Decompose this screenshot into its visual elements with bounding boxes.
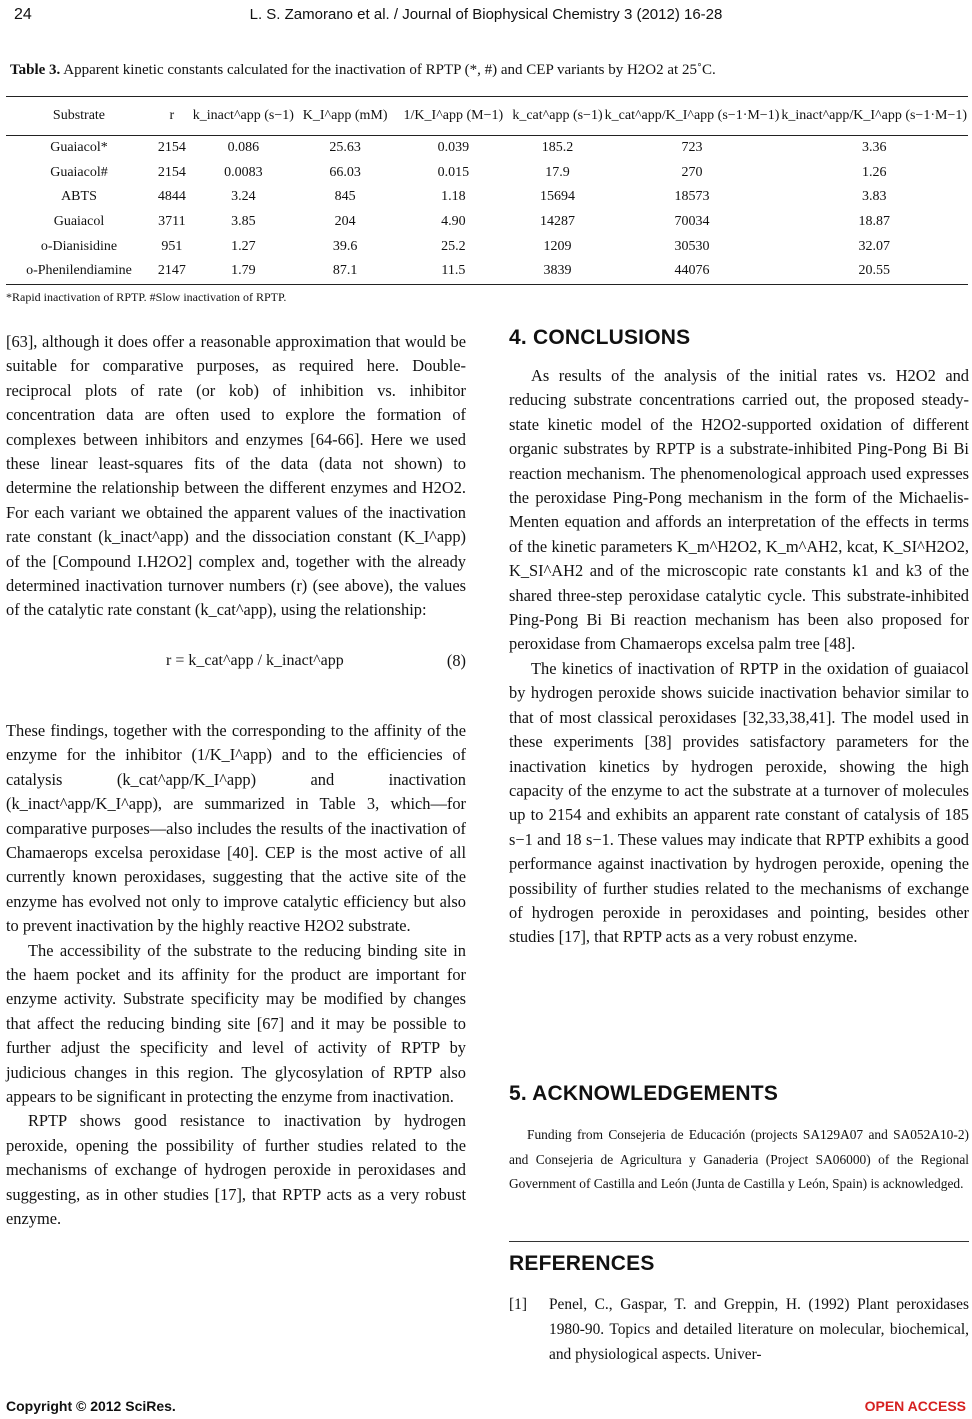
table-cell: 0.015 [437, 164, 470, 180]
table-cell: 0.0083 [224, 164, 263, 180]
table-cell: 25.63 [329, 140, 361, 156]
table-cell: 66.03 [329, 164, 361, 180]
table-cell: 4844 [157, 189, 186, 205]
column-header: K_I^app (mM) [295, 97, 395, 136]
table-cell: 87.1 [295, 259, 395, 284]
table-cell: 20.55 [780, 259, 968, 284]
table-cell: 723 [681, 140, 703, 156]
table-caption-text: Apparent kinetic constants calculated for the inactivation of RPTP (*, #) and CEP variants by H2O2 at 25˚C. [63, 62, 716, 78]
table-cell: 1209 [543, 238, 572, 254]
table-cell: 951 [161, 238, 183, 254]
table-cell: 2147 [152, 259, 192, 284]
table-cell: 70034 [674, 214, 710, 230]
table-cell: 0.086 [227, 140, 260, 156]
table-cell: 204 [334, 214, 356, 230]
table-header-row [6, 97, 968, 136]
table-cell: 25.2 [441, 238, 466, 254]
column-header: r [152, 97, 192, 136]
table-footnote: *Rapid inactivation of RPTP. #Slow inactivation of RPTP. [6, 290, 287, 304]
column-header: k_cat^app (s−1) [511, 97, 603, 136]
page-number: 24 [14, 6, 32, 23]
equation-number: (8) [446, 650, 466, 670]
kinetic-constants-table [6, 96, 968, 285]
left-column [6, 330, 466, 1231]
equation: r = k_cat^app / k_inact^app [166, 651, 344, 669]
paragraph: The kinetics of inactivation of RPTP in the oxidation of guaiacol by hydrogen peroxide shows suicide inactivation behavior similar to that of most classical peroxidases [32,33,38,41]. The model used in these experiments [38] provides satisfactory parameters for the inactivation kinetics by hydrogen peroxide, showing the high capacity of the enzyme to act the substrate at a turnover of molecules up to 2154 and exhibits an apparent rate constant of catalysis of 185 s−1 and 18 s−1. These values may indicate that RPTP exhibits a good performance against inactivation by hydrogen peroxide, opening the possibility of further studies related to the mechanisms of exchange of hydrogen peroxide in peroxidases and pointing, besides other studies [17], that RPTP acts as a very robust enzyme. [509, 658, 969, 947]
reference-number: [1] [509, 1296, 527, 1313]
table-cell: 185.2 [541, 140, 574, 156]
paragraph: [63], although it does offer a reasonable approximation that would be suitable for comparative purposes, as required here. Double-reciprocal plots of rate (or kob) of inhibition vs. inhibitor concentration data are often used to explore the formation of complexes between inhibitors and enzymes [64-66]. Here we used these linear least-squares fits of the data (data not shown) to determine the relationship between the different enzymes and H2O2. For each variant we obtained the apparent values of the inactivation rate constant (k_inact^app) and the dissociation constant (K_I^app) of the [Compound I.H2O2] complex and, together with the already determined inactivation turnover numbers (r) (see above), the values of the catalytic rate constant (k_cat^app), using the relationship: [6, 332, 466, 620]
substrate-cell: ABTS [61, 189, 97, 205]
table-cell: 3711 [158, 214, 186, 230]
column-header: k_inact^app/K_I^app (s−1·M−1) [780, 97, 968, 136]
column-header: 1/K_I^app (M−1) [395, 97, 511, 136]
paragraph: RPTP shows good resistance to inactivation by hydrogen peroxide, opening the possibility of further studies related to the mechanisms of exchange of hydrogen peroxide in peroxidases and suggesting, as in other studies [17], that RPTP acts as a very robust enzyme. [6, 1111, 466, 1228]
references-heading: REFERENCES [509, 1252, 655, 1275]
table-row [6, 136, 968, 161]
open-access-badge: OPEN ACCESS [864, 1398, 966, 1414]
table-cell: 3.85 [231, 214, 256, 230]
table-cell: 3.24 [231, 189, 256, 205]
table-cell: 18573 [674, 189, 710, 205]
table-cell: 3839 [511, 259, 603, 284]
table-cell: 270 [681, 164, 703, 180]
column-header: Substrate [6, 97, 152, 136]
table-cell: 1.27 [231, 238, 256, 254]
table-cell: 3.36 [861, 140, 887, 156]
substrate-cell: Guaiacol# [50, 164, 108, 180]
table-cell: 11.5 [395, 259, 511, 284]
journal-header [0, 6, 972, 23]
table-row [6, 234, 968, 259]
paragraph: These findings, together with the corresponding to the affinity of the enzyme for the inhibitor (1/K_I^app) and to the efficiencies of catalysis (k_cat^app/K_I^app) and inactivation (k_inact^app/K_I^app), are summarized in Table 3, which—for comparative purposes—also includes the results of the inactivation of Chamaerops excelsa peroxidase [40]. CEP is the most active of all currently known peroxidases, suggesting that the active site of the enzyme has evolved not only to improve catalytic efficiency but also to prevent inactivation by the highly reactive H2O2 substrate. [6, 720, 466, 936]
table-caption-label: Table 3. [10, 62, 61, 78]
table-row [6, 210, 968, 235]
table-cell: 2154 [157, 140, 186, 156]
right-column [509, 364, 969, 950]
table-cell: 0.039 [437, 140, 470, 156]
equation-block [6, 623, 466, 719]
table-cell: 14287 [539, 214, 575, 230]
acknowledgements-text: Funding from Consejeria de Educación (projects SA129A07 and SA052A10-2) and Consejeria de Agricultura y Ganaderia (Project SA06000) of the Regional Government of Castilla and León (Junta de Castilla y León, Spain) is acknowledged. [509, 1127, 969, 1192]
table-cell: 15694 [539, 189, 575, 205]
acknowledgements-heading: 5. ACKNOWLEDGEMENTS [509, 1082, 779, 1105]
column-header: k_cat^app/K_I^app (s−1·M−1) [604, 97, 781, 136]
column-header: k_inact^app (s−1) [192, 97, 295, 136]
substrate-cell: Guaiacol [53, 214, 105, 230]
table-cell: 18.87 [858, 214, 890, 230]
table-caption [10, 62, 960, 79]
substrate-cell: o-Phenilendiamine [6, 259, 152, 284]
paragraph: The accessibility of the substrate to the reducing binding site in the haem pocket and its affinity for the product are important for enzyme activity. Substrate specificity may be modified by changes that affect the reducing binding site [67] and it may be possible to further adjust the specificity and level of activity of RPTP by judicious changes in this region. The glycosylation of RPTP also appears to be significant in protecting the enzyme from inactivation. [6, 940, 466, 1106]
table-cell: 30530 [674, 238, 710, 254]
table-cell: 39.6 [332, 238, 358, 254]
conclusions-heading: 4. CONCLUSIONS [509, 326, 691, 349]
reference-text: Penel, C., Gaspar, T. and Greppin, H. (1992) Plant peroxidases 1980-90. Topics and detailed literature on molecular, biochemical, and physiological aspects. Univer- [549, 1296, 969, 1363]
substrate-cell: Guaiacol* [50, 140, 108, 156]
table-cell: 44076 [604, 259, 781, 284]
table-cell: 17.9 [545, 164, 570, 180]
table-cell: 3.83 [861, 189, 887, 205]
table-cell: 32.07 [858, 238, 890, 254]
table-row [6, 161, 968, 186]
table-cell: 2154 [157, 164, 186, 180]
paragraph: As results of the analysis of the initial rates vs. H2O2 and reducing substrate concentrations carried out, the proposed steady-state kinetic model of the H2O2-supported oxidation of different organic substrates by RPTP is a substrate-inhibited Ping-Pong Bi Bi reaction mechanism. The phenomenological approach used expresses the peroxidase Ping-Pong mechanism in the form of the Michaelis-Menten equation and affords an interpretation of the effects in terms of the kinetic parameters K_m^H2O2, K_m^AH2, kcat, K_SI^H2O2, K_SI^AH2 and of the microscopic rate constants k1 and k3 of the shared three-step peroxidase catalytic cycle. This substrate-inhibited Ping-Pong Bi Bi reaction mechanism has been also proposed for peroxidase from Chamaerops excelsa palm tree [48]. [509, 366, 969, 654]
copyright-footer: Copyright © 2012 SciRes. [6, 1398, 176, 1414]
journal-line: L. S. Zamorano et al. / Journal of Biophysical Chemistry 3 (2012) 16-28 [249, 6, 723, 23]
references-divider [509, 1241, 969, 1242]
table-cell: 1.79 [192, 259, 295, 284]
table-row [6, 259, 968, 284]
table-cell: 1.26 [861, 164, 887, 180]
table-cell: 1.18 [441, 189, 466, 205]
substrate-cell: o-Dianisidine [40, 238, 118, 254]
table-row [6, 185, 968, 210]
table-cell: 4.90 [441, 214, 466, 230]
table-cell: 845 [334, 189, 356, 205]
